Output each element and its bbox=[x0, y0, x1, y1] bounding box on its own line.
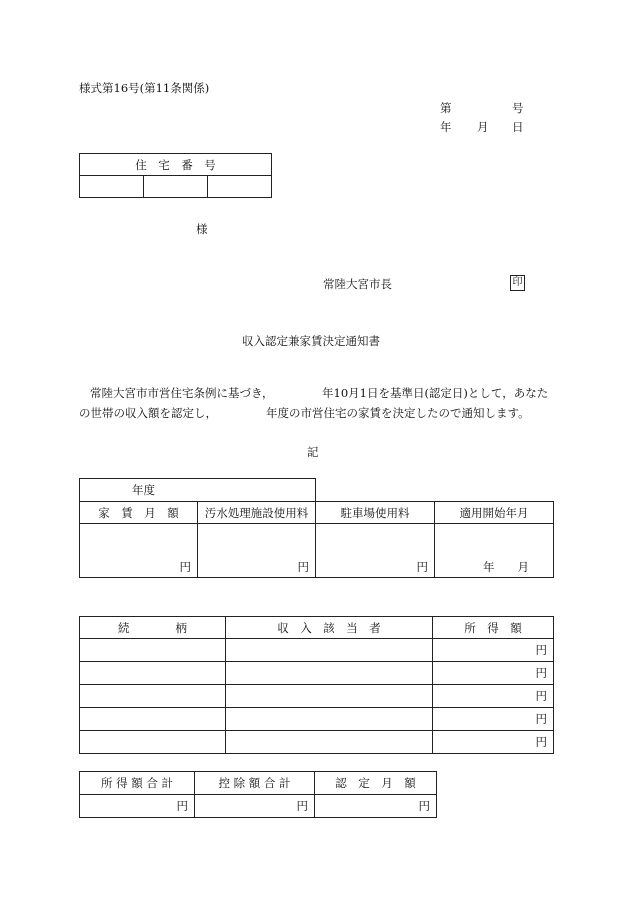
monthly-rent-value[interactable]: 円 bbox=[80, 524, 198, 578]
document-title: 収入認定兼家賃決定通知書 bbox=[242, 334, 380, 348]
person-cell[interactable] bbox=[226, 639, 433, 662]
year-label: 年度 bbox=[80, 479, 316, 502]
rent-header: 家 賃 月 額 bbox=[80, 502, 198, 524]
number-go: 号 bbox=[512, 101, 524, 115]
relation-cell[interactable] bbox=[80, 685, 226, 708]
body-part-2: 年10月1日を基準日(認定日)として，あなた bbox=[322, 386, 549, 400]
date-year: 年 bbox=[440, 120, 452, 134]
income-total-value[interactable]: 円 bbox=[80, 795, 195, 818]
person-cell[interactable] bbox=[226, 685, 433, 708]
parking-fee-value[interactable]: 円 bbox=[316, 524, 435, 578]
number-dai: 第 bbox=[440, 101, 452, 115]
table-row bbox=[80, 731, 554, 754]
body-part-1: 常陸大宮市市営住宅条例に基づき， bbox=[90, 386, 274, 400]
amount-cell[interactable]: 円 bbox=[433, 685, 554, 708]
rent-header: 汚水処理施設使用料 bbox=[198, 502, 316, 524]
income-table bbox=[79, 616, 554, 754]
deduction-total-header: 控 除 額 合 計 bbox=[195, 772, 315, 795]
rent-header: 駐車場使用料 bbox=[316, 502, 435, 524]
table-row bbox=[80, 708, 554, 731]
table-row bbox=[80, 662, 554, 685]
rent-header: 適用開始年月 bbox=[435, 502, 554, 524]
issuer-title: 常陸大宮市長 bbox=[323, 277, 392, 291]
table-row bbox=[80, 639, 554, 662]
seal-mark: 印 bbox=[510, 275, 525, 291]
person-header: 収 入 該 当 者 bbox=[226, 617, 433, 639]
amount-cell[interactable]: 円 bbox=[433, 708, 554, 731]
house-number-cell[interactable] bbox=[80, 176, 144, 198]
amount-cell[interactable]: 円 bbox=[433, 731, 554, 754]
body-part-3: の世帯の収入額を認定し， bbox=[79, 406, 217, 420]
summary-table bbox=[79, 771, 437, 818]
amount-header: 所 得 額 bbox=[433, 617, 554, 639]
house-number-cell[interactable] bbox=[208, 176, 272, 198]
relation-cell[interactable] bbox=[80, 662, 226, 685]
person-cell[interactable] bbox=[226, 731, 433, 754]
body-part-4: 年度の市営住宅の家賃を決定したので通知します。 bbox=[266, 406, 530, 420]
date-day: 日 bbox=[512, 120, 524, 134]
sewage-fee-value[interactable]: 円 bbox=[198, 524, 316, 578]
house-number-table bbox=[79, 153, 272, 198]
ki-label: 記 bbox=[307, 445, 319, 459]
person-cell[interactable] bbox=[226, 708, 433, 731]
rent-table bbox=[79, 478, 554, 578]
certified-monthly-value[interactable]: 円 bbox=[315, 795, 437, 818]
deduction-total-value[interactable]: 円 bbox=[195, 795, 315, 818]
relation-header: 続 柄 bbox=[80, 617, 226, 639]
amount-cell[interactable]: 円 bbox=[433, 639, 554, 662]
amount-cell[interactable]: 円 bbox=[433, 662, 554, 685]
form-label: 様式第16号(第11条関係) bbox=[79, 81, 210, 95]
certified-monthly-header: 認 定 月 額 bbox=[315, 772, 437, 795]
table-row bbox=[80, 685, 554, 708]
relation-cell[interactable] bbox=[80, 639, 226, 662]
relation-cell[interactable] bbox=[80, 731, 226, 754]
start-month-value[interactable]: 年 月 bbox=[435, 524, 554, 578]
relation-cell[interactable] bbox=[80, 708, 226, 731]
person-cell[interactable] bbox=[226, 662, 433, 685]
addressee-suffix: 様 bbox=[196, 222, 208, 236]
house-number-cell[interactable] bbox=[144, 176, 208, 198]
income-total-header: 所 得 額 合 計 bbox=[80, 772, 195, 795]
date-month: 月 bbox=[477, 120, 489, 134]
house-number-header: 住 宅 番 号 bbox=[80, 154, 272, 176]
